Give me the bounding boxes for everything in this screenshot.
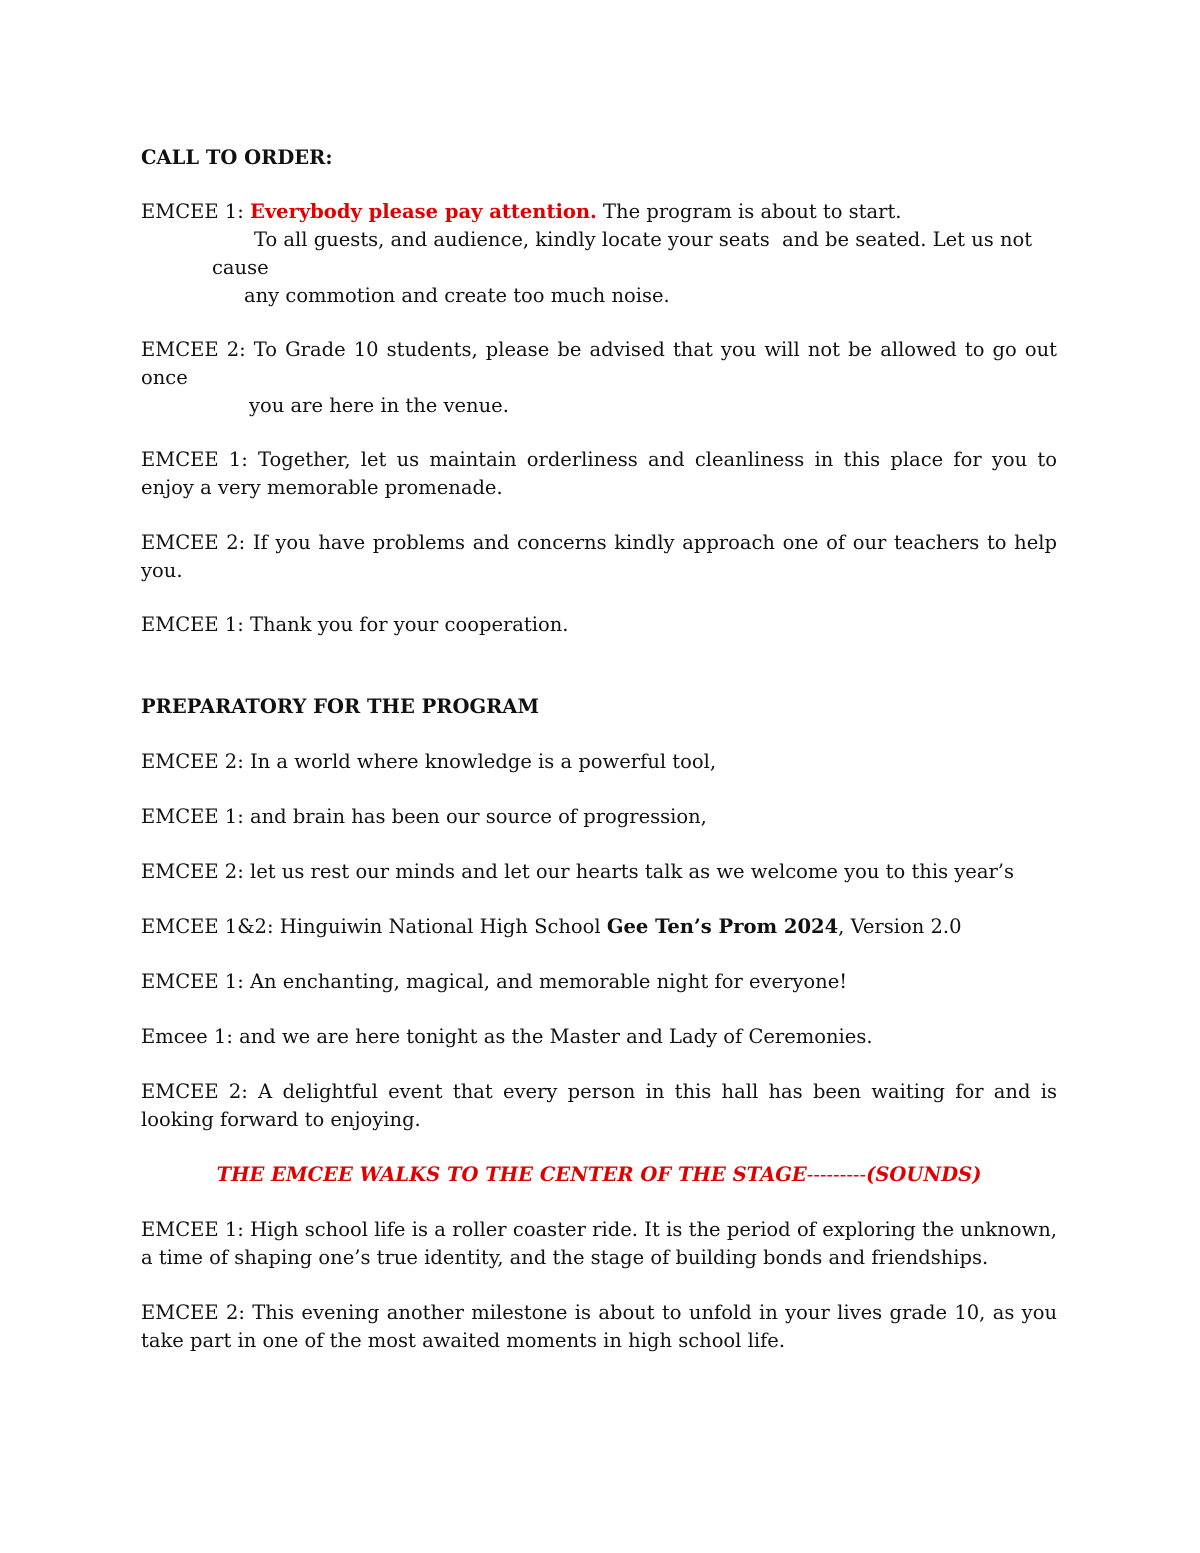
paragraph-text: , Version 2.0: [838, 915, 962, 938]
stage-direction: [141, 1161, 1057, 1189]
paragraph-text: EMCEE 1&2: Hinguiwin National High School: [141, 915, 607, 938]
paragraph-line: [141, 198, 902, 226]
paragraph-line: EMCEE 1: Together, let us maintain orderliness and cleanliness in this place for you to: [141, 448, 1057, 471]
stage-direction-text: THE EMCEE WALKS TO THE CENTER OF THE STAGE: [216, 1163, 807, 1186]
section-heading-preparatory: PREPARATORY FOR THE PROGRAM: [141, 695, 540, 718]
paragraph-line: EMCEE 1: High school life is a roller coaster ride. It is the period of exploring the unknown,: [141, 1218, 1057, 1241]
paragraph-line: any commotion and create too much noise.: [244, 284, 670, 307]
paragraph-text: The program is about to start.: [596, 200, 902, 223]
paragraph-line: once: [141, 366, 188, 389]
paragraph-line: take part in one of the most awaited moments in high school life.: [141, 1329, 786, 1352]
attention-highlight: Everybody please pay attention.: [249, 200, 597, 223]
paragraph-line: EMCEE 2: let us rest our minds and let our hearts talk as we welcome you to this year’s: [141, 860, 1014, 883]
paragraph-line: EMCEE 2: If you have problems and concerns kindly approach one of our teachers to help: [141, 531, 1057, 554]
paragraph-line: EMCEE 2: In a world where knowledge is a powerful tool,: [141, 750, 717, 773]
paragraph-line: enjoy a very memorable promenade.: [141, 476, 503, 499]
paragraph-line: EMCEE 1: Thank you for your cooperation.: [141, 613, 569, 636]
section-heading-call-to-order: CALL TO ORDER:: [141, 146, 333, 169]
paragraph-line: EMCEE 2: A delightful event that every person in this hall has been waiting for and is: [141, 1080, 1057, 1103]
stage-direction-sounds: (SOUNDS): [866, 1163, 982, 1186]
paragraph-line: Emcee 1: and we are here tonight as the Master and Lady of Ceremonies.: [141, 1025, 873, 1048]
speaker-label: EMCEE 1:: [141, 200, 250, 223]
paragraph-line: EMCEE 2: To Grade 10 students, please be advised that you will not be allowed to go out: [141, 338, 1057, 361]
paragraph-line: EMCEE 2: This evening another milestone is about to unfold in your lives grade 10, as you: [141, 1301, 1057, 1324]
paragraph-line: you are here in the venue.: [249, 394, 509, 417]
paragraph-line: To all guests, and audience, kindly locate your seats and be seated. Let us not: [254, 228, 1033, 251]
paragraph-line: looking forward to enjoying.: [141, 1108, 421, 1131]
paragraph-line: you.: [141, 559, 183, 582]
paragraph-line: cause: [212, 256, 269, 279]
stage-direction-dashes: ---------: [806, 1163, 867, 1186]
paragraph-line: a time of shaping one’s true identity, and the stage of building bonds and friendships.: [141, 1246, 989, 1269]
event-name: Gee Ten’s Prom 2024: [606, 915, 839, 938]
paragraph-line: EMCEE 1: An enchanting, magical, and memorable night for everyone!: [141, 970, 848, 993]
paragraph-line: EMCEE 1: and brain has been our source of progression,: [141, 805, 707, 828]
paragraph-line: [141, 913, 961, 941]
